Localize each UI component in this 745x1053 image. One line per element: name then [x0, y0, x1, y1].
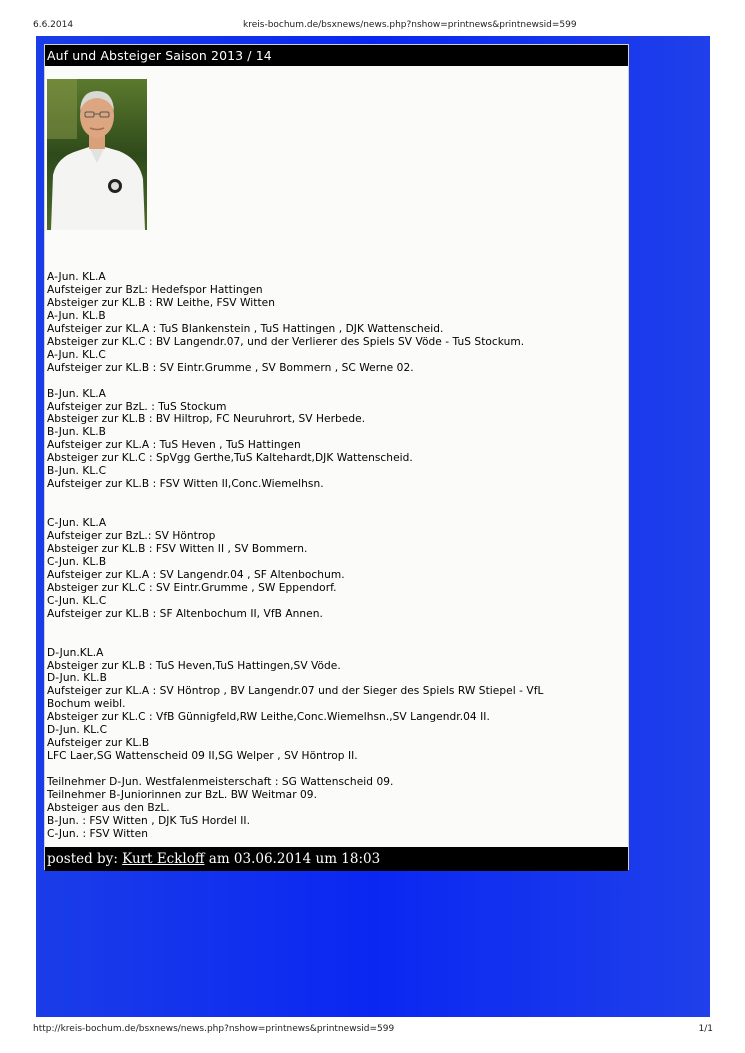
article-line: Aufsteiger zur KL.B : FSV Witten II,Conc.Wiemelhsn.	[47, 478, 324, 491]
article-line: D-Jun. KL.B	[47, 672, 107, 685]
print-date: 6.6.2014	[33, 20, 74, 30]
article-line: Absteiger zur KL.C : SpVgg Gerthe,TuS Kaltehardt,DJK Wattenscheid.	[47, 452, 413, 465]
author-photo	[47, 79, 147, 230]
article-line: Aufsteiger zur KL.A : SV Höntrop , BV Langendr.07 und der Sieger des Spiels RW Stiepel - VfL	[47, 685, 544, 698]
article-line: C-Jun. KL.A	[47, 517, 107, 530]
blank-line	[47, 634, 622, 647]
article-line: Aufsteiger zur BzL: Hedefspor Hattingen	[47, 283, 263, 296]
article-line: Absteiger aus den BzL.	[47, 801, 170, 814]
article-line: Aufsteiger zur KL.A : TuS Blankenstein , TuS Hattingen , DJK Wattenscheid.	[47, 322, 444, 335]
blank-line	[47, 491, 622, 504]
article-line: Absteiger zur KL.C : BV Langendr.07, und der Verlierer des Spiels SV Vöde - TuS Stockum.	[47, 335, 525, 348]
news-article	[44, 44, 629, 870]
print-header	[33, 19, 713, 31]
article-body	[47, 271, 622, 841]
posted-by-bar	[45, 847, 628, 871]
posted-by-label: posted by:	[47, 851, 118, 867]
article-line: B-Jun. KL.B	[47, 426, 107, 439]
print-url: kreis-bochum.de/bsxnews/news.php?nshow=printnews&printnewsid=599	[243, 20, 577, 30]
article-line: C-Jun. KL.B	[47, 555, 107, 568]
article-line: A-Jun. KL.B	[47, 309, 106, 322]
article-line: Absteiger zur KL.C : SV Eintr.Grumme , SW Eppendorf.	[47, 581, 337, 594]
article-line: Aufsteiger zur BzL. : TuS Stockum	[47, 400, 227, 413]
author-link[interactable]: Kurt Eckloff	[122, 851, 205, 867]
blank-line	[47, 375, 622, 388]
article-title: Auf und Absteiger Saison 2013 / 14	[45, 45, 628, 66]
article-line: A-Jun. KL.A	[47, 271, 106, 283]
article-line: D-Jun. KL.C	[47, 724, 108, 737]
article-line: C-Jun. KL.C	[47, 594, 107, 607]
blank-line	[47, 621, 622, 634]
posted-date: am 03.06.2014 um 18:03	[208, 851, 381, 867]
article-line: Teilnehmer B-Juniorinnen zur BzL. BW Weitmar 09.	[47, 789, 318, 802]
article-line: B-Jun. : FSV Witten , DJK TuS Hordel II.	[47, 814, 251, 827]
article-line: Absteiger zur KL.B : BV Hiltrop, FC Neuruhrort, SV Herbede.	[47, 413, 366, 426]
footer-url: http://kreis-bochum.de/bsxnews/news.php?nshow=printnews&printnewsid=599	[33, 1024, 395, 1034]
article-line: D-Jun.KL.A	[47, 646, 104, 659]
blank-line	[47, 504, 622, 517]
article-line: Aufsteiger zur KL.B : SV Eintr.Grumme , SV Bommern , SC Werne 02.	[47, 361, 414, 374]
article-line: B-Jun. KL.C	[47, 465, 107, 478]
article-line: Bochum weibl.	[47, 698, 126, 711]
article-line: Absteiger zur KL.C : VfB Günnigfeld,RW Leithe,Conc.Wiemelhsn.,SV Langendr.04 II.	[47, 711, 490, 724]
article-line: Absteiger zur KL.B : TuS Heven,TuS Hattingen,SV Vöde.	[47, 659, 341, 672]
article-line: Aufsteiger zur KL.A : SV Langendr.04 , SF Altenbochum.	[47, 568, 345, 581]
article-line: Aufsteiger zur KL.B	[47, 737, 150, 750]
article-line: Aufsteiger zur BzL.: SV Höntrop	[47, 530, 216, 543]
article-line: C-Jun. : FSV Witten	[47, 827, 148, 840]
blank-line	[47, 763, 622, 776]
page-count: 1/1	[698, 1024, 713, 1034]
article-line: Absteiger zur KL.B : FSV Witten II , SV Bommern.	[47, 542, 308, 555]
article-line: B-Jun. KL.A	[47, 387, 106, 400]
article-line: Absteiger zur KL.B : RW Leithe, FSV Witten	[47, 296, 275, 309]
article-line: A-Jun. KL.C	[47, 348, 106, 361]
article-line: Teilnehmer D-Jun. Westfalenmeisterschaft : SG Wattenscheid 09.	[47, 776, 394, 789]
print-footer	[33, 1023, 713, 1035]
author-photo-image	[47, 79, 147, 230]
article-line: LFC Laer,SG Wattenscheid 09 II,SG Welper , SV Höntrop II.	[47, 750, 358, 763]
article-line: Aufsteiger zur KL.A : TuS Heven , TuS Hattingen	[47, 439, 301, 452]
article-line: Aufsteiger zur KL.B : SF Altenbochum II, VfB Annen.	[47, 607, 323, 620]
